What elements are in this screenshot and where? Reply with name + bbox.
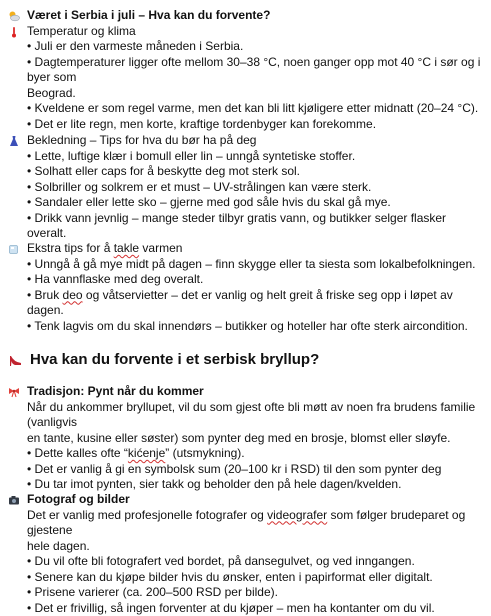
list-item: • Drikk vann jevnlig – mange steder tilbyr gratis vann, og butikker selger flasker overalt. xyxy=(8,211,485,242)
camera-icon xyxy=(8,494,20,506)
thermometer-icon xyxy=(8,26,20,38)
list-item: • Tenk lagvis om du skal innendørs – butikker og hoteller har ofte sterk aircondition. xyxy=(8,319,485,335)
tradition-paragraph-line: Når du ankommer bryllupet, vil du som gjest ofte bli møtt av noen fra brudens familie (vanligvis xyxy=(8,400,485,431)
list-item: • Dette kalles ofte “kićenje” (utsmykning). xyxy=(8,446,485,462)
clothing-heading: Bekledning – Tips for hva du bør ha på deg xyxy=(8,133,485,149)
wedding-title: Hva kan du forvente i et serbisk bryllup? xyxy=(8,350,485,370)
weather-title: Været i Serbia i juli – Hva kan du forvente? xyxy=(8,8,485,24)
list-item: • Kveldene er som regel varme, men det kan bli litt kjøligere etter midnatt (20–24 °C). xyxy=(8,101,485,117)
tradition-section xyxy=(8,384,485,493)
photo-paragraph-line: hele dagen. xyxy=(8,539,485,555)
tradition-paragraph-line: en tante, kusine eller søster) som pynter deg med en brosje, blomst eller sløyfe. xyxy=(8,431,485,447)
temperature-heading: Temperatur og klima xyxy=(8,24,485,40)
tips-section xyxy=(8,241,485,334)
list-item: • Det er lite regn, men korte, kraftige tordenbyger kan forekomme. xyxy=(8,117,485,133)
list-item: • Det er frivillig, så ingen forventer at du kjøper – men ha kontanter om du vil. xyxy=(8,601,485,616)
ribbon-bow-icon xyxy=(8,386,20,398)
list-item: • Ha vannflaske med deg overalt. xyxy=(8,272,485,288)
list-item: • Det er vanlig å gi en symbolsk sum (20–100 kr i RSD) til den som pynter deg xyxy=(8,462,485,478)
ice-cube-icon xyxy=(8,243,20,255)
list-item: • Bruk deo og våtservietter – det er vanlig og helt greit å friske seg opp i løpet av dagen. xyxy=(8,288,485,319)
photo-heading: Fotograf og bilder xyxy=(8,492,485,508)
list-item: • Prisene varierer (ca. 200–500 RSD per bilde). xyxy=(8,585,485,601)
list-item: • Senere kan du kjøpe bilder hvis du ønsker, enten i papirformat eller digitalt. xyxy=(8,570,485,586)
clothing-section xyxy=(8,133,485,242)
list-item: • Dagtemperaturer ligger ofte mellom 30–38 °C, noen ganger opp mot 40 °C i sør og i byer som xyxy=(8,55,485,86)
photo-section xyxy=(8,492,485,616)
list-item: • Lette, luftige klær i bomull eller lin – unngå syntetiske stoffer. xyxy=(8,149,485,165)
dress-icon xyxy=(8,135,20,147)
list-item: • Du tar imot pynten, sier takk og beholder den på hele dagen/kvelden. xyxy=(8,477,485,493)
list-item: • Du vil ofte bli fotografert ved bordet, på dansegulvet, og ved inngangen. xyxy=(8,554,485,570)
tradition-heading: Tradisjon: Pynt når du kommer xyxy=(8,384,485,400)
photo-paragraph-line: Det er vanlig med profesjonelle fotografer og videografer som følger brudeparet og gjestene xyxy=(8,508,485,539)
high-heel-icon xyxy=(8,353,23,368)
list-item-continuation: Beograd. xyxy=(8,86,485,102)
list-item: • Sandaler eller lette sko – gjerne med god såle hvis du skal gå mye. xyxy=(8,195,485,211)
weather-section xyxy=(8,8,485,132)
sun-cloud-icon xyxy=(8,10,20,22)
list-item: • Unngå å gå mye midt på dagen – finn skygge eller ta siesta som lokalbefolkningen. xyxy=(8,257,485,273)
list-item: • Solbriller og solkrem er et must – UV-strålingen kan være sterk. xyxy=(8,180,485,196)
list-item: • Solhatt eller caps for å beskytte deg mot sterk sol. xyxy=(8,164,485,180)
list-item: • Juli er den varmeste måneden i Serbia. xyxy=(8,39,485,55)
tips-heading: Ekstra tips for å takle varmen xyxy=(8,241,485,257)
wedding-section xyxy=(8,350,485,370)
